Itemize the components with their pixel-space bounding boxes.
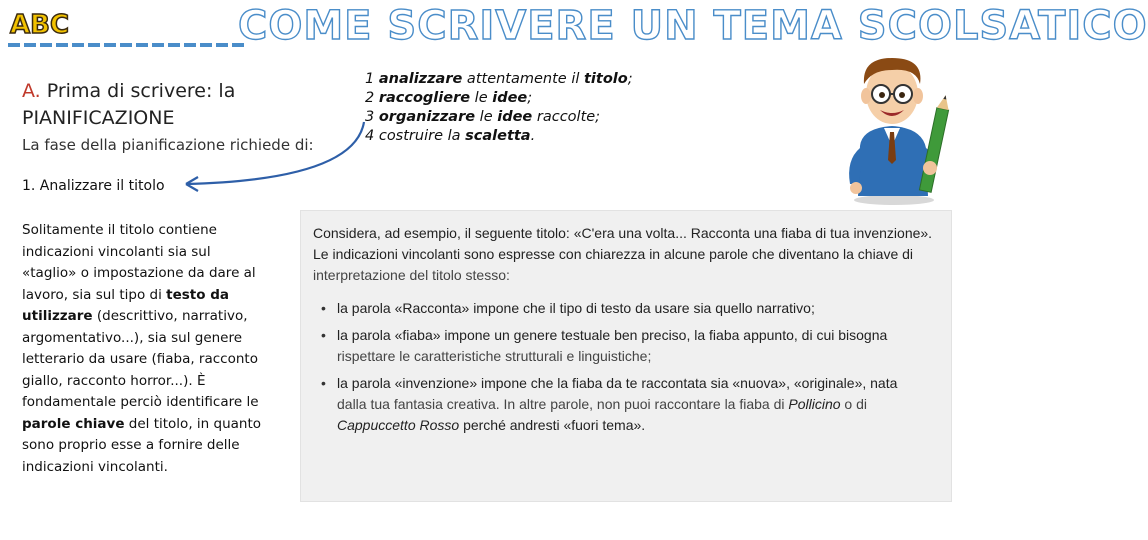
list-item	[365, 108, 665, 127]
bullet-italic: Pollicino	[788, 396, 841, 412]
dashed-divider	[8, 42, 244, 48]
step-keyword: raccogliere	[378, 90, 471, 106]
arrow-connector	[176, 120, 368, 196]
example-explanation	[313, 244, 939, 286]
step-keyword: scaletta	[465, 128, 531, 144]
step-text: attentamente il	[462, 71, 584, 87]
page-title: COME SCRIVERE UN TEMA SCOLSATICO	[238, 3, 1148, 49]
bullet-text: la parola «invenzione» impone che la fiaba da te raccontata sia «nuova», «originale», nata	[337, 375, 898, 391]
intro-text: La fase della pianificazione richiede di:	[22, 136, 314, 154]
step-num: 2	[365, 90, 379, 106]
step-num: 3	[365, 109, 379, 125]
step-text: le	[475, 109, 498, 125]
list-item	[365, 89, 665, 108]
step-analyze-title: 1. Analizzare il titolo	[22, 178, 165, 194]
keyword-bullet-list	[313, 298, 939, 436]
teacher-with-pencil-illustration	[836, 50, 948, 206]
bullet-text: la parola «Racconta» impone che il tipo di testo da usare sia quello narrativo;	[337, 300, 815, 316]
paragraph-text: del titolo, in quanto sono proprio esse a fornire delle indicazioni vincolanti.	[22, 415, 262, 475]
step-text: .	[530, 128, 536, 144]
paragraph-text: (descrittivo, narrativo, argomentativo...), sia sul genere letterario da usare (fiaba, racconto giallo, racconto horror...). È fondamentale perciò identificare le	[22, 308, 259, 410]
step-keyword: organizzare	[378, 109, 476, 125]
step-num: 1	[365, 71, 379, 87]
list-item	[313, 373, 939, 436]
list-item	[313, 325, 939, 367]
example-intro: Considera, ad esempio, il seguente titolo: «C'era una volta... Racconta una fiaba di tua invenzione».	[313, 225, 933, 241]
step-keyword: idee	[492, 90, 528, 106]
step-num: 4	[365, 128, 379, 144]
step-keyword: titolo	[584, 71, 628, 87]
paragraph-bold: testo da utilizzare	[22, 286, 229, 324]
list-item	[365, 127, 665, 146]
title-explanation-paragraph	[22, 220, 267, 478]
step-text: costruire la	[378, 128, 466, 144]
step-text: raccolte;	[532, 109, 601, 125]
example-explanation-text: interpretazione del titolo stesso:	[313, 267, 510, 283]
step-text: le	[470, 90, 493, 106]
example-explanation-text: Le indicazioni vincolanti sono espresse con chiarezza in alcune parole che diventano la chiave di	[313, 246, 914, 262]
bullet-text: dalla tua fantasia creativa. In altre parole, non puoi raccontare la fiaba di	[337, 396, 789, 412]
example-box	[300, 210, 952, 502]
list-item	[365, 70, 665, 89]
step-keyword: idee	[497, 109, 533, 125]
abc-logo	[8, 6, 80, 40]
bullet-text: rispettare le caratteristiche strutturali e linguistiche;	[337, 348, 652, 364]
step-text: ;	[527, 90, 533, 106]
logo-letter-a: ABC	[10, 10, 70, 40]
step-keyword: analizzare	[378, 71, 463, 87]
bullet-text: perché andresti «fuori tema».	[459, 417, 646, 433]
bullet-text: o di	[840, 396, 867, 412]
section-heading-text: Prima di scrivere: la	[40, 80, 236, 102]
planning-steps-list	[365, 70, 665, 146]
bullet-italic: Cappuccetto Rosso	[337, 417, 460, 433]
section-heading-line2: PIANIFICAZIONE	[22, 107, 175, 129]
bullet-text: la parola «fiaba» impone un genere testuale ben preciso, la fiaba appunto, di cui bisogna	[337, 327, 888, 343]
section-letter: A.	[22, 80, 41, 102]
list-item	[313, 298, 939, 319]
paragraph-bold: parole chiave	[22, 415, 125, 432]
paragraph-text: Solitamente il titolo contiene indicazioni vincolanti sia sul «taglio» o impostazione da dare al lavoro, sia sul tipo di	[22, 222, 256, 303]
step-text: ;	[627, 71, 633, 87]
